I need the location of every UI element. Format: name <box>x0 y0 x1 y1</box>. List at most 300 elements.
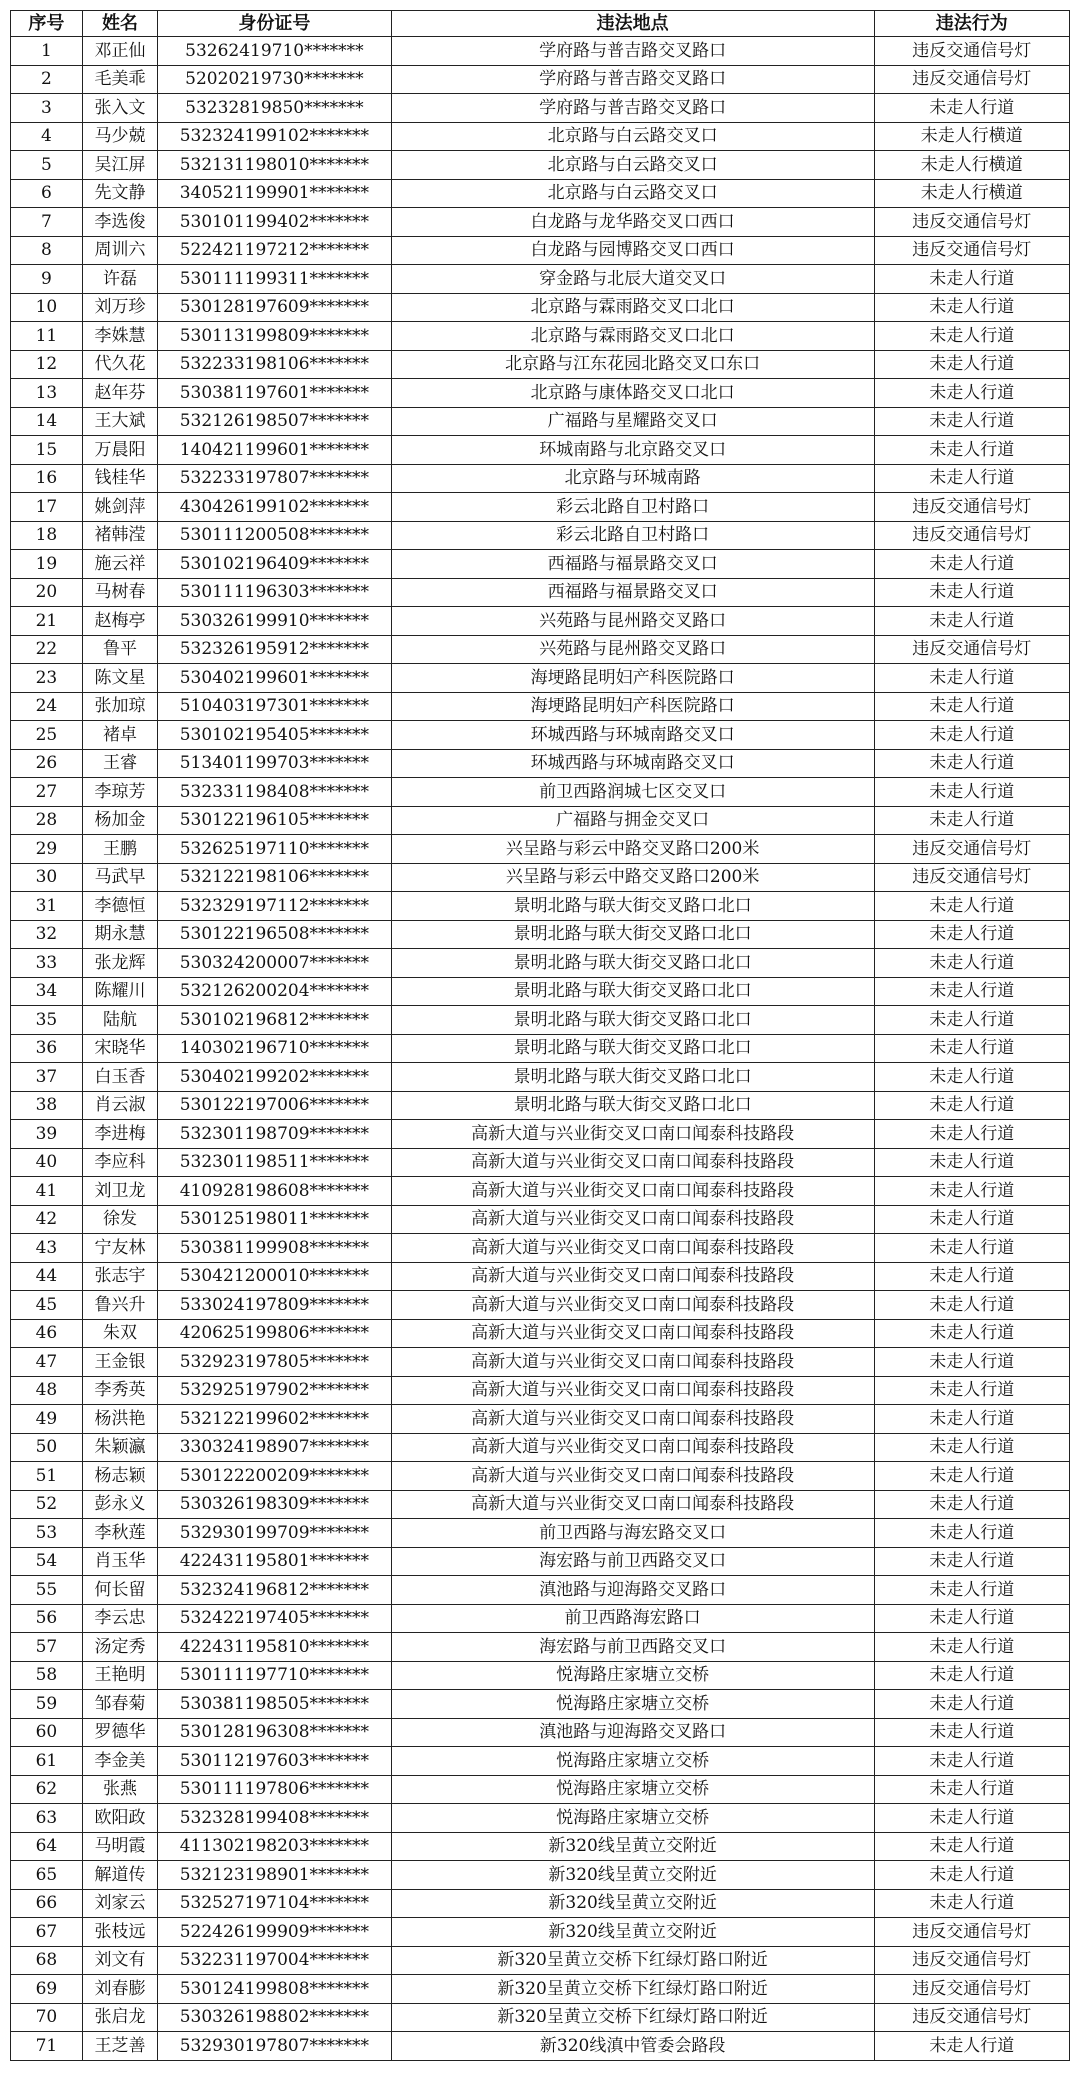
table-row <box>11 1433 1070 1462</box>
violation-behavior-cell: 违反交通信号灯 <box>874 1975 1069 2004</box>
table-row <box>11 2003 1070 2032</box>
name-cell: 张枝远 <box>82 1918 157 1947</box>
violation-location-cell: 景明北路与联大街交叉路口北口 <box>391 1006 874 1035</box>
name-cell: 李秋莲 <box>82 1519 157 1548</box>
violation-behavior-cell: 未走人行道 <box>874 1604 1069 1633</box>
violation-behavior-cell: 违反交通信号灯 <box>874 208 1069 237</box>
name-cell: 张启龙 <box>82 2003 157 2032</box>
violation-location-cell: 新320线呈黄立交附近 <box>391 1889 874 1918</box>
serial-number-cell: 34 <box>11 977 83 1006</box>
name-cell: 王艳明 <box>82 1661 157 1690</box>
violation-behavior-cell: 违反交通信号灯 <box>874 236 1069 265</box>
violation-behavior-cell: 未走人行道 <box>874 1177 1069 1206</box>
violation-location-cell: 景明北路与联大街交叉路口北口 <box>391 977 874 1006</box>
name-cell: 杨加金 <box>82 806 157 835</box>
violation-behavior-cell: 未走人行道 <box>874 1063 1069 1092</box>
table-row <box>11 749 1070 778</box>
id-number-cell: 430426199102******* <box>158 493 392 522</box>
header-violation-behavior: 违法行为 <box>874 11 1069 37</box>
table-row <box>11 1063 1070 1092</box>
violation-behavior-cell: 未走人行道 <box>874 1633 1069 1662</box>
violation-location-cell: 彩云北路自卫村路口 <box>391 493 874 522</box>
violation-behavior-cell: 违反交通信号灯 <box>874 1946 1069 1975</box>
name-cell: 王芝善 <box>82 2032 157 2061</box>
id-number-cell: 532923197805******* <box>158 1348 392 1377</box>
violation-behavior-cell: 未走人行道 <box>874 550 1069 579</box>
serial-number-cell: 16 <box>11 464 83 493</box>
violation-behavior-cell: 未走人行横道 <box>874 151 1069 180</box>
name-cell: 期永慧 <box>82 920 157 949</box>
id-number-cell: 422431195810******* <box>158 1633 392 1662</box>
table-row <box>11 721 1070 750</box>
name-cell: 肖玉华 <box>82 1547 157 1576</box>
violation-behavior-cell: 未走人行道 <box>874 350 1069 379</box>
name-cell: 张入文 <box>82 94 157 123</box>
violation-location-cell: 新320呈黄立交桥下红绿灯路口附近 <box>391 2003 874 2032</box>
violation-behavior-cell: 未走人行道 <box>874 1006 1069 1035</box>
violation-behavior-cell: 未走人行道 <box>874 1661 1069 1690</box>
violation-behavior-cell: 未走人行道 <box>874 1775 1069 1804</box>
violation-location-cell: 高新大道与兴业街交叉口南口闻泰科技路段 <box>391 1319 874 1348</box>
serial-number-cell: 43 <box>11 1234 83 1263</box>
table-row <box>11 1348 1070 1377</box>
violation-location-cell: 新320线呈黄立交附近 <box>391 1832 874 1861</box>
violation-location-cell: 学府路与普吉路交叉路口 <box>391 94 874 123</box>
violation-location-cell: 前卫西路润城七区交叉口 <box>391 778 874 807</box>
table-row <box>11 635 1070 664</box>
violation-location-cell: 广福路与拥金交叉口 <box>391 806 874 835</box>
serial-number-cell: 36 <box>11 1034 83 1063</box>
table-row <box>11 1861 1070 1890</box>
id-number-cell: 420625199806******* <box>158 1319 392 1348</box>
serial-number-cell: 46 <box>11 1319 83 1348</box>
serial-number-cell: 37 <box>11 1063 83 1092</box>
table-row <box>11 151 1070 180</box>
table-row <box>11 521 1070 550</box>
id-number-cell: 53232819850******* <box>158 94 392 123</box>
name-cell: 周训六 <box>82 236 157 265</box>
name-cell: 欧阳政 <box>82 1804 157 1833</box>
table-row <box>11 1804 1070 1833</box>
violation-location-cell: 悦海路庄家塘立交桥 <box>391 1747 874 1776</box>
id-number-cell: 532329197112******* <box>158 892 392 921</box>
id-number-cell: 532930197807******* <box>158 2032 392 2061</box>
violation-location-cell: 悦海路庄家塘立交桥 <box>391 1690 874 1719</box>
id-number-cell: 532122198106******* <box>158 863 392 892</box>
violation-behavior-cell: 未走人行道 <box>874 322 1069 351</box>
name-cell: 李金美 <box>82 1747 157 1776</box>
violation-location-cell: 环城西路与环城南路交叉口 <box>391 749 874 778</box>
name-cell: 马少兢 <box>82 122 157 151</box>
violation-location-cell: 高新大道与兴业街交叉口南口闻泰科技路段 <box>391 1433 874 1462</box>
id-number-cell: 532126200204******* <box>158 977 392 1006</box>
table-row <box>11 1832 1070 1861</box>
table-row <box>11 1405 1070 1434</box>
serial-number-cell: 25 <box>11 721 83 750</box>
serial-number-cell: 12 <box>11 350 83 379</box>
id-number-cell: 410928198608******* <box>158 1177 392 1206</box>
id-number-cell: 532123198901******* <box>158 1861 392 1890</box>
id-number-cell: 530381199908******* <box>158 1234 392 1263</box>
violation-behavior-cell: 违反交通信号灯 <box>874 1918 1069 1947</box>
name-cell: 先文静 <box>82 179 157 208</box>
serial-number-cell: 31 <box>11 892 83 921</box>
violation-behavior-cell: 未走人行道 <box>874 977 1069 1006</box>
violation-behavior-cell: 未走人行道 <box>874 1348 1069 1377</box>
serial-number-cell: 10 <box>11 293 83 322</box>
name-cell: 杨志颖 <box>82 1462 157 1491</box>
name-cell: 朱颖瀛 <box>82 1433 157 1462</box>
id-number-cell: 530122196105******* <box>158 806 392 835</box>
table-row <box>11 607 1070 636</box>
id-number-cell: 411302198203******* <box>158 1832 392 1861</box>
violation-behavior-cell: 未走人行道 <box>874 1120 1069 1149</box>
name-cell: 褚卓 <box>82 721 157 750</box>
id-number-cell: 530113199809******* <box>158 322 392 351</box>
name-cell: 何长留 <box>82 1576 157 1605</box>
table-row <box>11 1690 1070 1719</box>
id-number-cell: 140421199601******* <box>158 436 392 465</box>
violation-behavior-cell: 未走人行道 <box>874 293 1069 322</box>
serial-number-cell: 22 <box>11 635 83 664</box>
violation-location-cell: 景明北路与联大街交叉路口北口 <box>391 920 874 949</box>
id-number-cell: 530421200010******* <box>158 1262 392 1291</box>
id-number-cell: 530102195405******* <box>158 721 392 750</box>
name-cell: 白玉香 <box>82 1063 157 1092</box>
serial-number-cell: 61 <box>11 1747 83 1776</box>
violation-location-cell: 兴苑路与昆州路交叉路口 <box>391 635 874 664</box>
name-cell: 马武早 <box>82 863 157 892</box>
id-number-cell: 530112197603******* <box>158 1747 392 1776</box>
serial-number-cell: 57 <box>11 1633 83 1662</box>
name-cell: 李德恒 <box>82 892 157 921</box>
id-number-cell: 532422197405******* <box>158 1604 392 1633</box>
table-row <box>11 1633 1070 1662</box>
serial-number-cell: 4 <box>11 122 83 151</box>
violation-location-cell: 彩云北路自卫村路口 <box>391 521 874 550</box>
table-row <box>11 1775 1070 1804</box>
violation-behavior-cell: 未走人行道 <box>874 692 1069 721</box>
name-cell: 陈耀川 <box>82 977 157 1006</box>
serial-number-cell: 60 <box>11 1718 83 1747</box>
table-row <box>11 1661 1070 1690</box>
id-number-cell: 532122199602******* <box>158 1405 392 1434</box>
violation-location-cell: 高新大道与兴业街交叉口南口闻泰科技路段 <box>391 1291 874 1320</box>
table-row <box>11 179 1070 208</box>
id-number-cell: 53262419710******* <box>158 37 392 66</box>
violation-location-cell: 北京路与环城南路 <box>391 464 874 493</box>
violation-behavior-cell: 未走人行道 <box>874 1234 1069 1263</box>
violation-behavior-cell: 违反交通信号灯 <box>874 493 1069 522</box>
name-cell: 李应科 <box>82 1148 157 1177</box>
violation-behavior-cell: 未走人行道 <box>874 778 1069 807</box>
violation-behavior-cell: 未走人行道 <box>874 464 1069 493</box>
serial-number-cell: 9 <box>11 265 83 294</box>
violation-location-cell: 西福路与福景路交叉口 <box>391 578 874 607</box>
table-row <box>11 464 1070 493</box>
name-cell: 王睿 <box>82 749 157 778</box>
violation-behavior-cell: 未走人行道 <box>874 1690 1069 1719</box>
violation-location-cell: 高新大道与兴业街交叉口南口闻泰科技路段 <box>391 1148 874 1177</box>
name-cell: 陈文星 <box>82 664 157 693</box>
violation-behavior-cell: 违反交通信号灯 <box>874 835 1069 864</box>
id-number-cell: 532301198709******* <box>158 1120 392 1149</box>
violation-location-cell: 高新大道与兴业街交叉口南口闻泰科技路段 <box>391 1405 874 1434</box>
id-number-cell: 532326195912******* <box>158 635 392 664</box>
violation-behavior-cell: 未走人行道 <box>874 1034 1069 1063</box>
id-number-cell: 530122197006******* <box>158 1091 392 1120</box>
id-number-cell: 532331198408******* <box>158 778 392 807</box>
id-number-cell: 532527197104******* <box>158 1889 392 1918</box>
serial-number-cell: 45 <box>11 1291 83 1320</box>
violation-location-cell: 景明北路与联大街交叉路口北口 <box>391 892 874 921</box>
id-number-cell: 530324200007******* <box>158 949 392 978</box>
violation-behavior-cell: 未走人行道 <box>874 1576 1069 1605</box>
violation-location-cell: 景明北路与联大街交叉路口北口 <box>391 1091 874 1120</box>
violation-location-cell: 学府路与普吉路交叉路口 <box>391 65 874 94</box>
name-cell: 汤定秀 <box>82 1633 157 1662</box>
name-cell: 王金银 <box>82 1348 157 1377</box>
violation-behavior-cell: 未走人行道 <box>874 1889 1069 1918</box>
serial-number-cell: 32 <box>11 920 83 949</box>
name-cell: 王鹏 <box>82 835 157 864</box>
violation-behavior-cell: 未走人行道 <box>874 749 1069 778</box>
name-cell: 吴江屏 <box>82 151 157 180</box>
violation-location-cell: 兴呈路与彩云中路交叉路口200米 <box>391 835 874 864</box>
violation-location-cell: 景明北路与联大街交叉路口北口 <box>391 1034 874 1063</box>
name-cell: 姚剑萍 <box>82 493 157 522</box>
name-cell: 肖云淑 <box>82 1091 157 1120</box>
name-cell: 李秀英 <box>82 1376 157 1405</box>
id-number-cell: 532328199408******* <box>158 1804 392 1833</box>
serial-number-cell: 33 <box>11 949 83 978</box>
name-cell: 马树春 <box>82 578 157 607</box>
id-number-cell: 522426199909******* <box>158 1918 392 1947</box>
name-cell: 代久花 <box>82 350 157 379</box>
serial-number-cell: 66 <box>11 1889 83 1918</box>
violation-behavior-cell: 未走人行道 <box>874 1832 1069 1861</box>
table-row <box>11 1519 1070 1548</box>
id-number-cell: 530381197601******* <box>158 379 392 408</box>
serial-number-cell: 42 <box>11 1205 83 1234</box>
violation-location-cell: 兴呈路与彩云中路交叉路口200米 <box>391 863 874 892</box>
serial-number-cell: 13 <box>11 379 83 408</box>
id-number-cell: 530124199808******* <box>158 1975 392 2004</box>
violation-behavior-cell: 未走人行道 <box>874 1747 1069 1776</box>
name-cell: 许磊 <box>82 265 157 294</box>
id-number-cell: 530381198505******* <box>158 1690 392 1719</box>
name-cell: 李进梅 <box>82 1120 157 1149</box>
serial-number-cell: 5 <box>11 151 83 180</box>
id-number-cell: 530102196812******* <box>158 1006 392 1035</box>
name-cell: 刘家云 <box>82 1889 157 1918</box>
serial-number-cell: 63 <box>11 1804 83 1833</box>
serial-number-cell: 30 <box>11 863 83 892</box>
table-row <box>11 208 1070 237</box>
serial-number-cell: 28 <box>11 806 83 835</box>
violation-behavior-cell: 未走人行道 <box>874 94 1069 123</box>
violation-location-cell: 白龙路与龙华路交叉口西口 <box>391 208 874 237</box>
violation-behavior-cell: 未走人行道 <box>874 407 1069 436</box>
violation-location-cell: 景明北路与联大街交叉路口北口 <box>391 949 874 978</box>
name-cell: 张加琼 <box>82 692 157 721</box>
violation-location-cell: 西福路与福景路交叉口 <box>391 550 874 579</box>
id-number-cell: 532324196812******* <box>158 1576 392 1605</box>
table-header <box>11 11 1070 37</box>
table-row <box>11 1462 1070 1491</box>
serial-number-cell: 27 <box>11 778 83 807</box>
violation-location-cell: 高新大道与兴业街交叉口南口闻泰科技路段 <box>391 1490 874 1519</box>
id-number-cell: 330324198907******* <box>158 1433 392 1462</box>
id-number-cell: 532126198507******* <box>158 407 392 436</box>
id-number-cell: 530326198309******* <box>158 1490 392 1519</box>
table-row <box>11 293 1070 322</box>
name-cell: 赵梅亭 <box>82 607 157 636</box>
violation-location-cell: 滇池路与迎海路交叉路口 <box>391 1576 874 1605</box>
violation-location-cell: 北京路与江东花园北路交叉口东口 <box>391 350 874 379</box>
table-row <box>11 1006 1070 1035</box>
id-number-cell: 530122200209******* <box>158 1462 392 1491</box>
id-number-cell: 532131198010******* <box>158 151 392 180</box>
id-number-cell: 532925197902******* <box>158 1376 392 1405</box>
name-cell: 刘文有 <box>82 1946 157 1975</box>
table-row <box>11 1490 1070 1519</box>
violation-behavior-cell: 未走人行道 <box>874 1547 1069 1576</box>
table-row <box>11 1576 1070 1605</box>
violation-behavior-cell: 未走人行道 <box>874 806 1069 835</box>
id-number-cell: 530101199402******* <box>158 208 392 237</box>
violation-behavior-cell: 未走人行横道 <box>874 179 1069 208</box>
violation-behavior-cell: 未走人行道 <box>874 2032 1069 2061</box>
violation-location-cell: 北京路与白云路交叉口 <box>391 179 874 208</box>
name-cell: 施云祥 <box>82 550 157 579</box>
table-row <box>11 1205 1070 1234</box>
violation-location-cell: 学府路与普吉路交叉路口 <box>391 37 874 66</box>
table-row <box>11 65 1070 94</box>
violation-location-cell: 新320线呈黄立交附近 <box>391 1918 874 1947</box>
table-row <box>11 493 1070 522</box>
name-cell: 鲁平 <box>82 635 157 664</box>
id-number-cell: 532233198106******* <box>158 350 392 379</box>
name-cell: 刘卫龙 <box>82 1177 157 1206</box>
violation-behavior-cell: 未走人行道 <box>874 436 1069 465</box>
name-cell: 王大斌 <box>82 407 157 436</box>
serial-number-cell: 24 <box>11 692 83 721</box>
serial-number-cell: 39 <box>11 1120 83 1149</box>
table-row <box>11 892 1070 921</box>
header-serial-number: 序号 <box>11 11 83 37</box>
serial-number-cell: 7 <box>11 208 83 237</box>
violation-location-cell: 北京路与白云路交叉口 <box>391 151 874 180</box>
violation-behavior-cell: 未走人行道 <box>874 265 1069 294</box>
name-cell: 刘万珍 <box>82 293 157 322</box>
name-cell: 褚韩滢 <box>82 521 157 550</box>
violation-behavior-cell: 违反交通信号灯 <box>874 521 1069 550</box>
id-number-cell: 513401199703******* <box>158 749 392 778</box>
serial-number-cell: 17 <box>11 493 83 522</box>
violation-location-cell: 广福路与星耀路交叉口 <box>391 407 874 436</box>
id-number-cell: 532625197110******* <box>158 835 392 864</box>
table-row <box>11 94 1070 123</box>
serial-number-cell: 53 <box>11 1519 83 1548</box>
violation-behavior-cell: 未走人行道 <box>874 664 1069 693</box>
id-number-cell: 530111200508******* <box>158 521 392 550</box>
serial-number-cell: 65 <box>11 1861 83 1890</box>
name-cell: 罗德华 <box>82 1718 157 1747</box>
serial-number-cell: 71 <box>11 2032 83 2061</box>
table-row <box>11 407 1070 436</box>
name-cell: 解道传 <box>82 1861 157 1890</box>
violation-behavior-cell: 未走人行横道 <box>874 122 1069 151</box>
id-number-cell: 532301198511******* <box>158 1148 392 1177</box>
name-cell: 万晨阳 <box>82 436 157 465</box>
name-cell: 赵年芬 <box>82 379 157 408</box>
serial-number-cell: 15 <box>11 436 83 465</box>
serial-number-cell: 62 <box>11 1775 83 1804</box>
serial-number-cell: 47 <box>11 1348 83 1377</box>
serial-number-cell: 23 <box>11 664 83 693</box>
violation-behavior-cell: 未走人行道 <box>874 578 1069 607</box>
violation-location-cell: 海宏路与前卫西路交叉口 <box>391 1633 874 1662</box>
violation-behavior-cell: 未走人行道 <box>874 1718 1069 1747</box>
violation-behavior-cell: 未走人行道 <box>874 1091 1069 1120</box>
serial-number-cell: 48 <box>11 1376 83 1405</box>
violation-behavior-cell: 未走人行道 <box>874 1376 1069 1405</box>
name-cell: 陆航 <box>82 1006 157 1035</box>
name-cell: 张志宇 <box>82 1262 157 1291</box>
name-cell: 杨洪艳 <box>82 1405 157 1434</box>
serial-number-cell: 54 <box>11 1547 83 1576</box>
violation-behavior-cell: 未走人行道 <box>874 1804 1069 1833</box>
violation-behavior-cell: 未走人行道 <box>874 1405 1069 1434</box>
name-cell: 宋晓华 <box>82 1034 157 1063</box>
violation-location-cell: 悦海路庄家塘立交桥 <box>391 1804 874 1833</box>
table-row <box>11 1975 1070 2004</box>
id-number-cell: 530111197806******* <box>158 1775 392 1804</box>
name-cell: 鲁兴升 <box>82 1291 157 1320</box>
violation-location-cell: 海埂路昆明妇产科医院路口 <box>391 692 874 721</box>
table-row <box>11 379 1070 408</box>
id-number-cell: 510403197301******* <box>158 692 392 721</box>
table-row <box>11 1262 1070 1291</box>
serial-number-cell: 38 <box>11 1091 83 1120</box>
id-number-cell: 532930199709******* <box>158 1519 392 1548</box>
serial-number-cell: 59 <box>11 1690 83 1719</box>
serial-number-cell: 56 <box>11 1604 83 1633</box>
id-number-cell: 530128196308******* <box>158 1718 392 1747</box>
serial-number-cell: 67 <box>11 1918 83 1947</box>
header-id-number: 身份证号 <box>158 11 392 37</box>
id-number-cell: 530111197710******* <box>158 1661 392 1690</box>
violation-behavior-cell: 未走人行道 <box>874 379 1069 408</box>
serial-number-cell: 20 <box>11 578 83 607</box>
id-number-cell: 530128197609******* <box>158 293 392 322</box>
violation-location-cell: 高新大道与兴业街交叉口南口闻泰科技路段 <box>391 1177 874 1206</box>
serial-number-cell: 51 <box>11 1462 83 1491</box>
serial-number-cell: 35 <box>11 1006 83 1035</box>
table-row <box>11 322 1070 351</box>
name-cell: 刘春膨 <box>82 1975 157 2004</box>
violation-location-cell: 悦海路庄家塘立交桥 <box>391 1775 874 1804</box>
violation-location-cell: 环城西路与环城南路交叉口 <box>391 721 874 750</box>
id-number-cell: 522421197212******* <box>158 236 392 265</box>
table-row <box>11 835 1070 864</box>
table-row <box>11 1718 1070 1747</box>
name-cell: 李姝慧 <box>82 322 157 351</box>
table-row <box>11 265 1070 294</box>
serial-number-cell: 1 <box>11 37 83 66</box>
table-row <box>11 977 1070 1006</box>
